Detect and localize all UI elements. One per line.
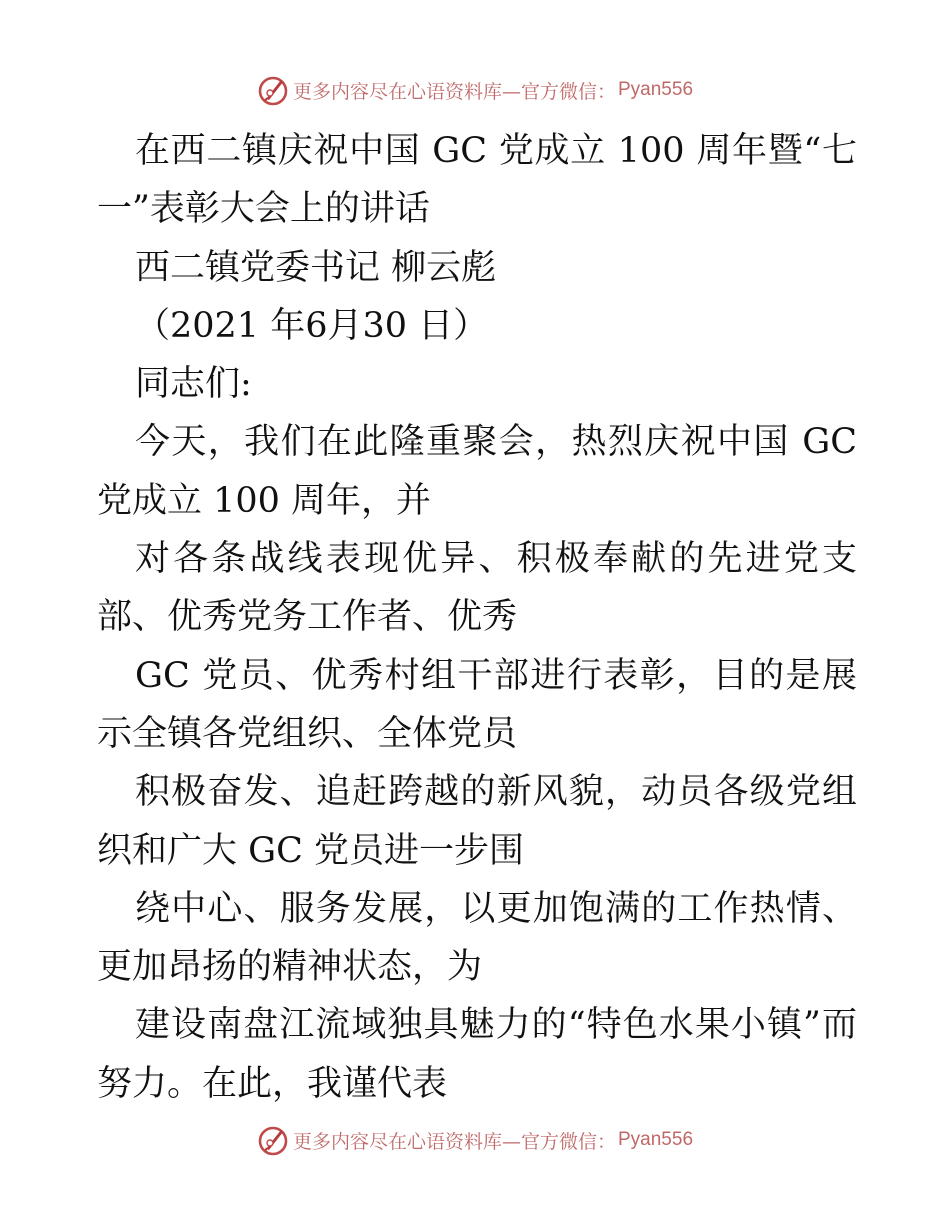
quill-logo-icon (257, 1124, 289, 1156)
body-paragraph: 今天，我们在此隆重聚会，热烈庆祝中国 GC 党成立 100 周年，并 (97, 422, 857, 521)
watermark-header (0, 72, 950, 108)
watermark-text: 更多内容尽在心语资料库—官方微信： (292, 80, 616, 103)
body-paragraph: GC 党员、优秀村组干部进行表彰，目的是展示全镇各党组织、全体党员 (97, 655, 857, 754)
watermark-footer (0, 1122, 950, 1158)
document-title: 在西二镇庆祝中国 GC 党成立 100 周年暨“七一”表彰大会上的讲话 (97, 131, 857, 230)
body-paragraph: 建设南盘江流域独具魅力的“特色水果小镇”而努力。在此，我谨代表 (97, 1005, 857, 1104)
speaker-line: 西二镇党委书记 柳云彪 (135, 247, 497, 288)
watermark-wechat-id: Pyan556 (618, 1129, 694, 1150)
watermark-text: 更多内容尽在心语资料库—官方微信： (292, 1130, 616, 1153)
body-paragraph: 对各条战线表现优异、积极奉献的先进党支部、优秀党务工作者、优秀 (97, 539, 857, 638)
quill-logo-icon (257, 74, 289, 106)
watermark-wechat-id: Pyan556 (618, 79, 694, 100)
salutation: 同志们: (135, 364, 252, 405)
body-paragraph: 绕中心、服务发展，以更加饱满的工作热情、更加昂扬的精神状态，为 (97, 888, 857, 988)
document-body (97, 122, 857, 1113)
body-paragraph: 积极奋发、追赶跨越的新风貌，动员各级党组织和广大 GC 党员进一步围 (97, 772, 857, 871)
date-line: （2021 年6月30 日） (135, 305, 489, 346)
